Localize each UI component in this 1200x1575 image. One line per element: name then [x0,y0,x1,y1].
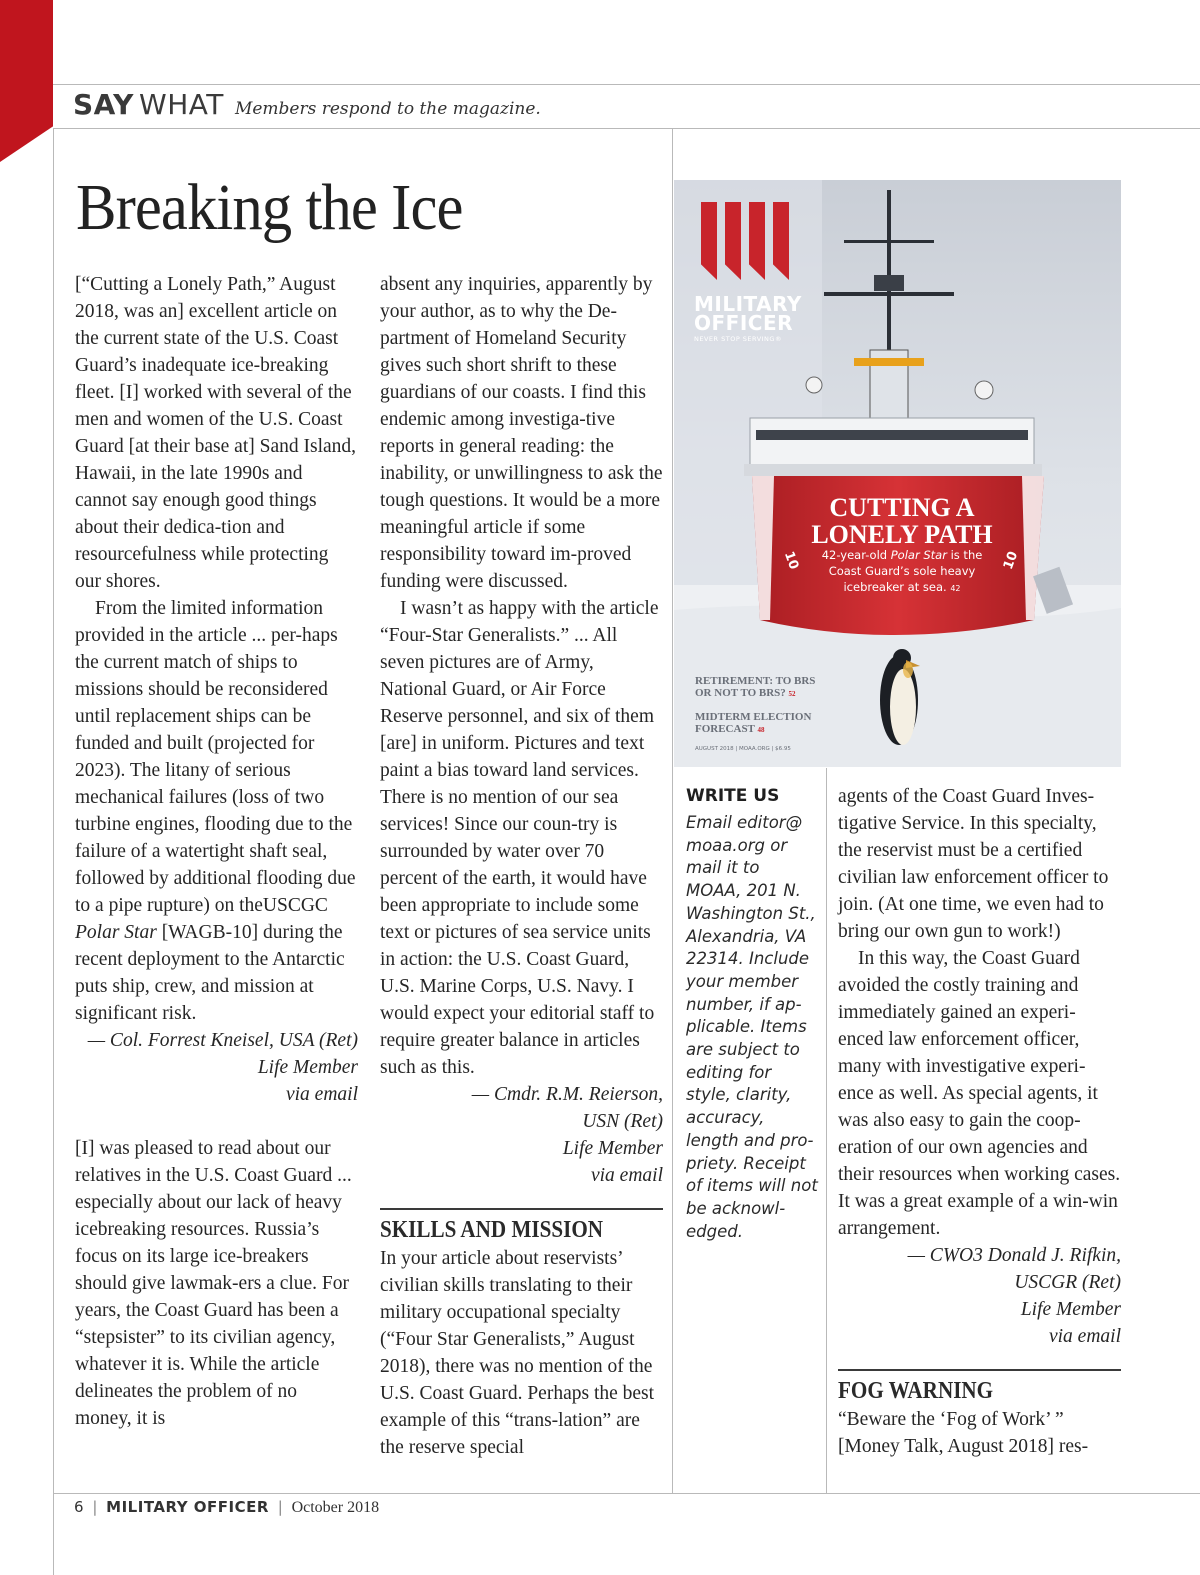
letter-2-paragraph-2: absent any inquiries, apparently by your author, as to why the De-partment of Homeland Security gives such short shrift to these guardians of our coasts. I find this endemic among investiga-tive reports in general reading: the inability, or unwillingness to ask the tough questions. It would be a more meaningful article if some responsibility toward im-proved funding were discussed. [380,274,663,592]
letter-3-paragraph-1: In your article about reservists’ civilian skills translating to their military occupational specialty (“Four Star Generalists,” August 2018), there was no mention of the U.S. Coast Guard. Perhaps the best example of this “trans-lation” are the reserve special [380,1248,655,1458]
letter-4-paragraph-1: “Beware the ‘Fog of Work’ ” [Money Talk, August 2018] res- [838,1409,1089,1457]
letter-3-signature-source: via email [1048,1326,1121,1347]
cover-dek-line-2: Coast Guard’s sole heavy [828,564,976,578]
section-label-light: WHAT [139,88,224,121]
letter-3-paragraph-2: agents of the Coast Guard Inves-tigative Service. In this specialty, the reservist must be a certified civilian law enforcement officer to join. (At one time, we even had to bring our own gun to work!) [838,786,1109,942]
cover-title [800,494,1004,548]
section-tagline: Members respond to the magazine. [234,99,541,119]
footer-issue-date: October 2018 [291,1499,380,1516]
write-us-instructions: Email editor@ moaa.org or mail it to MOAA, 201 N. Washington St., Alexandria, VA 22314. Include your member number, if ap-plicable. Items are subject to editing for style, clarity, accuracy, length and pro-priety. Receipt of items will not be acknowl-edged. [686,813,818,1241]
letter-2-signature-service: USN (Ret) [582,1111,663,1132]
letter-2-paragraph-1: [I] was pleased to read about our relatives in the U.S. Coast Guard ... especially about our lack of heavy icebreaking resources. Russia’s focus on its large ice-breakers should give lawmak-ers a clue. For years, the Coast Guard has been a “stepsister” to its civilian agency, whatever it is. While the article delineates the problem of no money, it is [75,1138,352,1429]
cover-masthead [694,292,802,335]
magazine-cover [674,180,1121,767]
cover-title-line-1: CUTTING A [829,493,975,522]
letter-1-paragraph-2: From the limited information provided in the article ... per-haps the current match of ships to missions should be reconsidered until replacement ships can be funded and built (projected for 2023). The litany of serious mechanical failures (loss of two turbine engines, flooding due to the failure of a watertight shaft seal, followed by additional flooding due to a pipe rupture) on theUSCGC Polar Star [WAGB-10] during the recent deployment to the Antarctic puts ship, crew, and mission at significant risk. [75,598,356,1024]
header-rule [53,128,1200,129]
cover-masthead-line-1: MILITARY [694,292,802,316]
column-divider [672,128,673,1493]
letter-1-signature-membership: Life Member [257,1057,358,1078]
letters-column-1 [75,271,358,1432]
letter-3-signature-name: — CWO3 Donald J. Rifkin, [907,1245,1121,1266]
cover-dateline: AUGUST 2018 | MOAA.ORG | $6.95 [695,746,791,752]
top-rule [53,84,1200,85]
cover-dek-line-1: 42-year-old Polar Star is the [821,548,983,562]
letter-1-signature-name: — Col. Forrest Kneisel, USA (Ret) [87,1030,358,1051]
letter-3-signature-membership: Life Member [1020,1299,1121,1320]
cover-title-dek [804,547,1000,597]
skills-section-rule [380,1208,663,1210]
letter-3-signature-service: USCGR (Ret) [1014,1272,1121,1293]
fog-subhead: FOG WARNING [838,1378,994,1404]
footer-publication: MILITARY OFFICER [106,1498,269,1516]
cover-tagline: NEVER STOP SERVING® [694,335,782,343]
letter-2-signature-source: via email [590,1165,663,1186]
skills-subhead: SKILLS AND MISSION [380,1217,604,1243]
section-color-tab [0,0,53,162]
letter-1-signature-source: via email [285,1084,358,1105]
footer-rule [53,1493,1200,1494]
letter-2-signature-name: — Cmdr. R.M. Reierson, [471,1084,663,1105]
writeus-divider [826,768,827,1493]
letter-2-paragraph-3: I wasn’t as happy with the article “Four-Star Generalists.” ... All seven pictures are of Army, National Guard, or Air Force Reserve personnel, and six of them [are] in uniform. Pictures and text paint a bias toward land services. There is no mention of our sea services! Since our coun-try is surrounded by water over 70 percent of the earth, it would have been appropriate to include some text or pictures of sea service units in action: the U.S. Coast Guard, U.S. Marine Corps, U.S. Navy. I would expect your editorial staff to require greater balance in articles such as this. [380,598,659,1078]
article-headline: Breaking the Ice [76,171,463,244]
page-number: 6 [74,1498,84,1516]
cover-hull-number-right: 10 [1000,549,1022,572]
section-label-bold: SAY [73,88,134,121]
cover-logo-icon [701,202,799,282]
cover-hull-number-left: 10 [780,549,802,572]
letter-3-paragraph-3: In this way, the Coast Guard avoided the costly training and immediately gained an experi-enced law enforcement officer, many with investigative experi-ence as well. As special agents, it was also easy to gain the coop-eration of our own agencies and their resources when working cases. It was a great example of a win-win arrangement. [838,948,1121,1239]
letters-column-4 [838,783,1121,1460]
cover-teaser-election: MIDTERM ELECTION FORECAST 48 [695,711,812,735]
cover-dek-line-3: icebreaker at sea. 42 [843,580,961,594]
write-us-title: WRITE US [686,786,780,806]
fog-section-rule [838,1369,1121,1371]
letter-2-signature-membership: Life Member [562,1138,663,1159]
cover-teaser-retirement: RETIREMENT: TO BRS OR NOT TO BRS? 52 [695,675,816,699]
letters-column-2 [380,271,663,1461]
write-us-box [686,786,818,1243]
page-footer: 6 | MILITARY OFFICER | October 2018 [74,1498,380,1516]
cover-masthead-line-2: OFFICER [694,311,794,335]
letter-1-paragraph-1: [“Cutting a Lonely Path,” August 2018, was an] excellent article on the current state of the U.S. Coast Guard’s inadequate ice-breaking fleet. [I] worked with several of the men and women of the U.S. Coast Guard [at their base at] Sand Island, Hawaii, in the late 1990s and cannot say enough good things about their dedica-tion and resourcefulness while protecting our shores. [75,274,357,592]
left-margin-rule [53,128,54,1575]
section-header [73,88,541,121]
cover-title-line-2: LONELY PATH [811,520,993,549]
